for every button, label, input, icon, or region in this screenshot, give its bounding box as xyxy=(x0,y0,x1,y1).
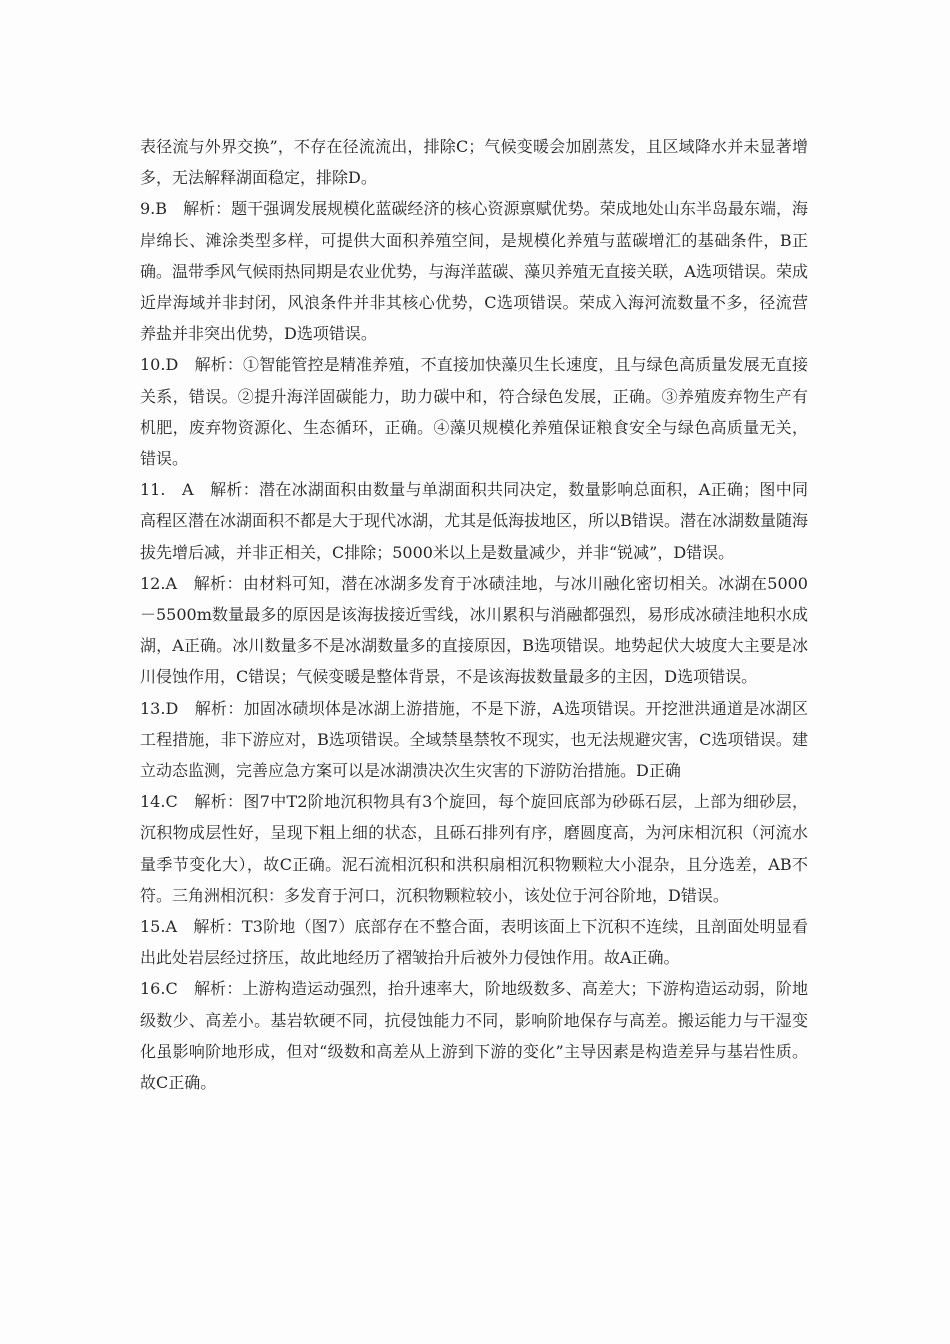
paragraph-q10: 10.D 解析：①智能管控是精准养殖，不直接加快藻贝生长速度，且与绿色高质量发展无直接关系，错误。②提升海洋固碳能力，助力碳中和，符合绿色发展，正确。③养殖废弃物生产有机肥，废弃物资源化、生态循环，正确。④藻贝规模化养殖保证粮食安全与绿色高质量无关，错误。 xyxy=(140,355,808,469)
paragraph-q16: 16.C 解析：上游构造运动强烈，抬升速率大，阶地级数多、高差大；下游构造运动弱，阶地级数少、高差小。基岩软硬不同，抗侵蚀能力不同，影响阶地保存与高差。搬运能力与干湿变化虽影响阶地形成，但对“级数和高差从上游到下游的变化”主导因素是构造差异与基岩性质。故C正确。 xyxy=(140,979,808,1093)
paragraph-q13: 13.D 解析：加固冰碛坝体是冰湖上游措施，不是下游，A选项错误。开挖泄洪通道是冰湖区工程措施，非下游应对，B选项错误。全域禁垦禁牧不现实，也无法规避灾害，C选项错误。建立动态监测，完善应急方案可以是冰湖溃决次生灾害的下游防治措施。D正确 xyxy=(140,698,808,781)
paragraph-q15: 15.A 解析：T3阶地（图7）底部存在不整合面，表明该面上下沉积不连续，且剖面处明显看出此处岩层经过挤压，故此地经历了褶皱抬升后被外力侵蚀作用。故A正确。 xyxy=(140,917,808,968)
paragraph-q9: 9.B 解析：题干强调发展规模化蓝碳经济的核心资源禀赋优势。荣成地处山东半岛最东端，海岸绵长、滩涂类型多样，可提供大面积养殖空间，是规模化养殖与蓝碳增汇的基础条件，B正确。温带季风气候雨热同期是农业优势，与海洋蓝碳、藻贝养殖无直接关联，A选项错误。荣成近岸海域并非封闭，风浪条件并非其核心优势，C选项错误。荣成入海河流数量不多，径流营养盐并非突出优势，D选项错误。 xyxy=(140,199,808,344)
paragraph-q14: 14.C 解析：图7中T2阶地沉积物具有3个旋回，每个旋回底部为砂砾石层，上部为细砂层，沉积物成层性好，呈现下粗上细的状态，且砾石排列有序，磨圆度高，为河床相沉积（河流水量季节变化大），故C正确。泥石流相沉积和洪积扇相沉积物颗粒大小混杂，且分选差，AB不符。三角洲相沉积：多发育于河口，沉积物颗粒较小，该处位于河谷阶地，D错误。 xyxy=(140,792,808,905)
answer-explanations xyxy=(140,131,808,1098)
paragraph-q12: 12.A 解析：由材料可知，潜在冰湖多发育于冰碛洼地，与冰川融化密切相关。冰湖在5000－5500m数量最多的原因是该海拔接近雪线，冰川累积与消融都强烈，易形成冰碛洼地积水成湖，A正确。冰川数量多不是冰湖数量多的直接原因，B选项错误。地势起伏大坡度大主要是冰川侵蚀作用，C错误；气候变暖是整体背景，不是该海拔数量最多的主因，D选项错误。 xyxy=(140,573,808,687)
paragraph-q11: 11. A 解析：潜在冰湖面积由数量与单湖面积共同决定，数量影响总面积，A正确；图中同高程区潜在冰湖面积不都是大于现代冰湖，尤其是低海拔地区，所以B错误。潜在冰湖数量随海拔先增后减，并非正相关，C排除；5000米以上是数量减少，并非“锐减”，D错误。 xyxy=(140,480,808,562)
paragraph-q8-continued: 表径流与外界交换”，不存在径流流出，排除C；气候变暖会加剧蒸发，且区域降水并未显著增多，无法解释湖面稳定，排除D。 xyxy=(140,137,808,188)
